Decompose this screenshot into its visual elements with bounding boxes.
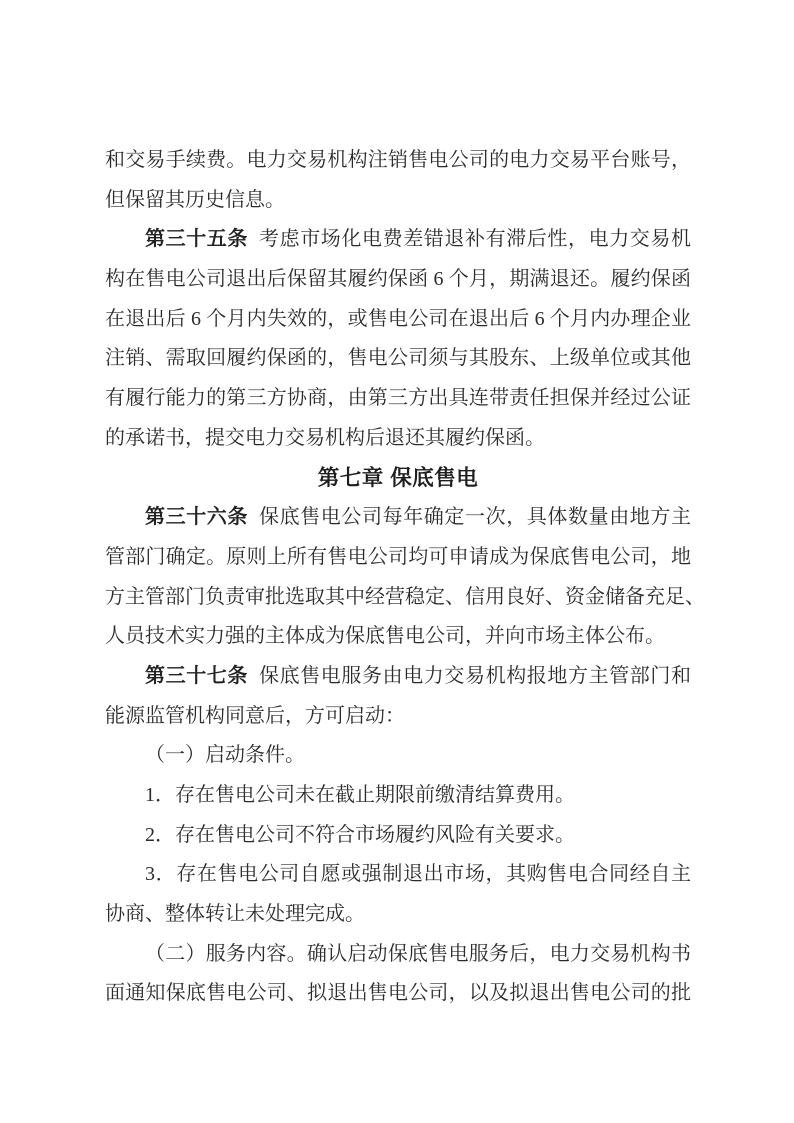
text-line: 管部门确定。原则上所有售电公司均可申请成为保底售电公司，地 bbox=[105, 545, 691, 568]
article-text: 保底售电公司每年确定一次，具体数量由地方主 bbox=[259, 506, 691, 529]
article-37-line bbox=[105, 657, 691, 697]
list-item-line: 3．存在售电公司自愿或强制退出市场，其购售电合同经自主 bbox=[145, 863, 691, 886]
article-text: 保底售电服务由电力交易机构报地方主管部门和 bbox=[259, 664, 691, 687]
article-term: 第三十五条 bbox=[145, 228, 248, 251]
text-line: 在退出后 6 个月内失效的，或售电公司在退出后 6 个月内办理企业 bbox=[105, 307, 691, 330]
article-35-line bbox=[105, 220, 691, 260]
text-line: 注销、需取回履约保函的，售电公司须与其股东、上级单位或其他 bbox=[105, 347, 691, 370]
text-line: 的承诺书，提交电力交易机构后退还其履约保函。 bbox=[105, 426, 545, 449]
document-content bbox=[105, 141, 705, 1014]
list-item-line: （二）服务内容。确认启动保底售电服务后，电力交易机构书 bbox=[145, 942, 691, 965]
article-term: 第三十七条 bbox=[145, 664, 248, 687]
text-line: 构在售电公司退出后保留其履约保函 6 个月，期满退还。履约保函 bbox=[105, 268, 691, 291]
text-line: 能源监管机构同意后，方可启动： bbox=[105, 704, 405, 727]
text-line: 协商、整体转让未处理完成。 bbox=[105, 903, 365, 926]
text-line: 方主管部门负责审批选取其中经营稳定、信用良好、资金储备充足、 bbox=[105, 585, 705, 608]
list-item-line: （一）启动条件。 bbox=[145, 744, 305, 767]
text-line: 有履行能力的第三方协商，由第三方出具连带责任担保并经过公证 bbox=[105, 387, 691, 410]
text-line: 面通知保底售电公司、拟退出售电公司，以及拟退出售电公司的批 bbox=[105, 982, 691, 1005]
article-text: 考虑市场化电费差错退补有滞后性，电力交易机 bbox=[259, 228, 691, 251]
article-term: 第三十六条 bbox=[145, 506, 248, 529]
text-line: 但保留其历史信息。 bbox=[105, 188, 285, 211]
list-item-line: 2．存在售电公司不符合市场履约风险有关要求。 bbox=[145, 823, 575, 846]
text-line: 人员技术实力强的主体成为保底售电公司，并向市场主体公布。 bbox=[105, 625, 665, 648]
list-item-line: 1．存在售电公司未在截止期限前缴清结算费用。 bbox=[145, 784, 575, 806]
text-line: 和交易手续费。电力交易机构注销售电公司的电力交易平台账号， bbox=[105, 149, 691, 171]
article-36-line bbox=[105, 498, 691, 538]
chapter-heading: 第七章 保底售电 bbox=[317, 465, 479, 490]
